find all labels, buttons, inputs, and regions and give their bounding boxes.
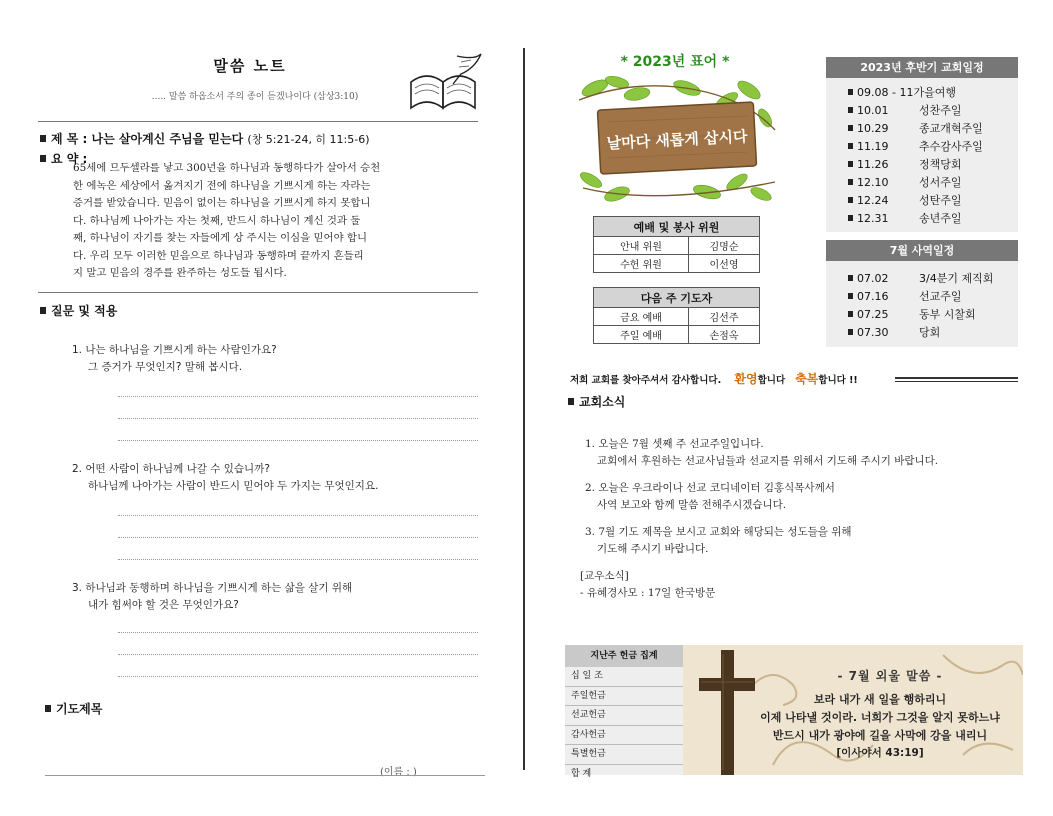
prayer-heading xyxy=(45,700,102,717)
summary-line: 다. 하나님께 나아가는 자는 첫째, 반드시 하나님이 계신 것과 둘 xyxy=(73,214,361,227)
schedule-item xyxy=(848,270,1018,288)
memory-verse-line: 이제 나타낼 것이라. 너희가 그것을 알지 못하느냐 xyxy=(760,711,1000,724)
sermon-note-verse: ..... 말씀 하옵소서 주의 종이 듣겠나이다 (삼상3:10) xyxy=(151,92,359,102)
answer-line[interactable] xyxy=(118,632,478,633)
summary-label: 요 약 : xyxy=(51,152,88,166)
schedule-event: 종교개혁주일 xyxy=(919,122,983,135)
subject-text: 나는 살아계신 주님을 믿는다 xyxy=(91,132,244,146)
member-news-title: [교우소식] xyxy=(580,570,629,582)
question-1-line-2: 그 증거가 무엇인지? 말해 봅시다. xyxy=(88,361,243,373)
table-cell: 안내 위원 xyxy=(594,237,689,255)
answer-line[interactable] xyxy=(118,559,478,560)
bullet-square-icon xyxy=(568,398,574,405)
schedule-event: 성찬주일 xyxy=(919,104,962,117)
welcome-pre: 저희 교회를 찾아주셔서 감사합니다. xyxy=(570,375,722,386)
sermon-summary xyxy=(73,160,468,283)
schedule-date: 10.29 xyxy=(857,122,889,135)
schedule-date: 07.30 xyxy=(857,326,889,339)
answer-line[interactable] xyxy=(118,537,478,538)
table-cell: 손점옥 xyxy=(689,326,760,344)
bullet-square-icon xyxy=(848,215,853,221)
bullet-square-icon xyxy=(45,705,51,712)
schedule-event: 성서주일 xyxy=(919,176,962,189)
header-rule xyxy=(38,121,478,122)
answer-line[interactable] xyxy=(118,515,478,516)
bullet-square-icon xyxy=(848,311,853,317)
answer-line[interactable] xyxy=(118,676,478,677)
summary-line: 째, 하나님이 자기를 찾는 자들에게 상 주시는 이심을 믿어야 합니 xyxy=(73,232,367,244)
offering-row: 합 계 xyxy=(571,768,592,779)
summary-line: 다. 우리 모두 이러한 믿음으로 하나님과 동행하며 끝까지 흔들리 xyxy=(73,249,364,262)
schedule-date: 12.24 xyxy=(857,194,889,207)
subject-label: 제 목 : xyxy=(51,132,88,146)
schedule-event: 당회 xyxy=(919,326,941,339)
schedule-date: 07.16 xyxy=(857,290,889,303)
name-field[interactable]: (이름 : ) xyxy=(380,767,417,778)
schedule-date: 12.31 xyxy=(857,212,889,225)
schedule-date: 11.26 xyxy=(857,158,889,171)
table-row xyxy=(594,237,760,255)
prayer-label: 기도제목 xyxy=(56,702,103,716)
question-1-line-1: 1. 나는 하나님을 기쁘시게 하는 사람인가요? xyxy=(72,344,277,356)
footer-rule xyxy=(45,775,485,776)
bullet-square-icon xyxy=(848,293,853,299)
table-cell: 금요 예배 xyxy=(594,308,689,326)
schedule-date: 12.10 xyxy=(857,176,889,189)
bullet-square-icon xyxy=(40,135,46,142)
news-item-line: 교회에서 후원하는 선교사님들과 선교지를 위해서 기도해 주시기 바랍니다. xyxy=(597,455,939,467)
welcome-post: 합니다 !! xyxy=(818,375,858,386)
schedule-event: 동부 시찰회 xyxy=(919,308,976,321)
question-3-line-1: 3. 하나님과 동행하며 하나님을 기쁘시게 하는 삶을 살기 위해 xyxy=(72,582,353,594)
schedule-item xyxy=(848,288,1018,306)
bullet-square-icon xyxy=(848,125,853,131)
bullet-square-icon xyxy=(848,275,853,281)
table-row xyxy=(594,326,760,344)
schedule-item xyxy=(848,306,1018,324)
bullet-square-icon xyxy=(40,307,46,314)
answer-line[interactable] xyxy=(118,654,478,655)
church-schedule-panel xyxy=(826,57,1018,232)
news-item-line: 3. 7월 기도 제목을 보시고 교회와 해당되는 성도들을 위해 xyxy=(585,526,852,538)
schedule-date: 09.08 - 11 xyxy=(857,86,914,99)
question-2 xyxy=(72,461,378,495)
news-item-3 xyxy=(585,524,1015,558)
sermon-note-title: 말씀 노트 xyxy=(213,57,287,75)
bullet-square-icon xyxy=(848,197,853,203)
welcome-message xyxy=(570,370,858,387)
news-item-line: 사역 보고와 함께 말씀 전해주시겠습니다. xyxy=(597,499,787,511)
welcome-rule xyxy=(895,377,1018,379)
offering-tally xyxy=(565,645,683,779)
news-item-2 xyxy=(585,480,1015,514)
table-cell: 수헌 위원 xyxy=(594,255,689,273)
schedule-event: 정책당회 xyxy=(919,158,962,171)
question-3-line-2: 내가 힘써야 할 것은 무엇인가요? xyxy=(88,599,239,611)
open-bible-quill-icon xyxy=(405,52,485,114)
schedule-event: 송년주일 xyxy=(919,212,962,225)
news-heading xyxy=(568,393,625,410)
offering-row: 십 일 조 xyxy=(565,667,683,687)
welcome-mid: 합니다 xyxy=(757,375,786,386)
schedule-date: 07.02 xyxy=(857,272,889,285)
schedule-item xyxy=(848,210,1018,228)
news-item-line: 2. 오늘은 우크라이나 선교 코디네이터 김홍식목사께서 xyxy=(585,482,835,494)
bullet-square-icon xyxy=(848,179,853,185)
summary-line: 한 에녹은 세상에서 옮겨지기 전에 하나님을 기쁘시게 하는 자라는 xyxy=(73,179,371,192)
schedule-event: 3/4분기 제직회 xyxy=(919,272,994,285)
bullet-square-icon xyxy=(848,329,853,335)
welcome-rule xyxy=(895,381,1018,382)
sermon-subject xyxy=(40,130,370,147)
memory-verse-line: 반드시 내가 광야에 길을 사막에 강을 내리니 xyxy=(772,729,988,742)
question-3 xyxy=(72,580,352,614)
news-item-1 xyxy=(585,436,1015,470)
next-prayers-table xyxy=(593,287,760,344)
next-prayers-title: 다음 주 기도자 xyxy=(594,288,760,308)
table-row xyxy=(594,255,760,273)
offering-title: 지난주 헌금 집계 xyxy=(565,645,683,667)
schedule-event: 선교주일 xyxy=(919,290,962,303)
offering-row: 특별헌금 xyxy=(565,745,683,765)
member-news xyxy=(580,568,1010,602)
july-schedule-title: 7월 사역일정 xyxy=(826,240,1018,261)
offering-row: 주일헌금 xyxy=(565,687,683,707)
schedule-item xyxy=(848,156,1018,174)
july-schedule-panel xyxy=(826,240,1018,347)
answer-line[interactable] xyxy=(118,418,478,419)
memory-verse-title: - 7월 외울 말씀 - xyxy=(837,669,943,683)
summary-line: 65세에 므두셀라를 낳고 300년을 하나님과 동행하다가 살아서 승천 xyxy=(73,162,381,174)
news-title: 교회소식 xyxy=(579,395,626,409)
schedule-item xyxy=(848,120,1018,138)
schedule-item xyxy=(848,102,1018,120)
schedule-event: 성탄주일 xyxy=(919,194,962,207)
bullet-square-icon xyxy=(40,155,46,162)
summary-line: 지 말고 믿음의 경주를 완주하는 성도들 됩시다. xyxy=(73,267,287,279)
bullet-square-icon xyxy=(848,161,853,167)
schedule-item xyxy=(848,84,1018,102)
questions-label: 질문 및 적용 xyxy=(51,304,118,318)
schedule-date: 10.01 xyxy=(857,104,889,117)
bullet-square-icon xyxy=(848,89,853,95)
memory-verse-reference: [이사야서 43:19] xyxy=(836,747,924,759)
schedule-item xyxy=(848,138,1018,156)
question-2-line-1: 2. 어떤 사람이 하나님께 나갈 수 있습니까? xyxy=(72,463,270,475)
volunteers-title: 예배 및 봉사 위원 xyxy=(594,217,760,237)
subject-reference: (창 5:21-24, 히 11:5-6) xyxy=(247,133,370,146)
motto-year: * 2023년 표어 * xyxy=(620,54,730,70)
table-cell: 이선영 xyxy=(689,255,760,273)
volunteers-table xyxy=(593,216,760,273)
schedule-item xyxy=(848,192,1018,210)
memory-verse-line: 보라 내가 새 일을 행하리니 xyxy=(813,693,947,706)
bullet-square-icon xyxy=(848,107,853,113)
motto-text: 날마다 새롭게 삽시다 xyxy=(606,127,748,153)
news-item-line: 기도해 주시기 바랍니다. xyxy=(597,543,709,555)
question-2-line-2: 하나님께 나아가는 사람이 반드시 믿어야 두 가지는 무엇인지요. xyxy=(88,480,379,492)
table-cell: 김선주 xyxy=(689,308,760,326)
schedule-item xyxy=(848,324,1018,342)
table-cell: 주일 예배 xyxy=(594,326,689,344)
bullet-square-icon xyxy=(848,143,853,149)
page-divider xyxy=(523,48,525,770)
question-1 xyxy=(72,342,277,376)
offering-row: 선교헌금 xyxy=(565,706,683,726)
motto-sign-leaves-image xyxy=(577,70,777,210)
answer-line[interactable] xyxy=(118,440,478,441)
table-cell: 김명순 xyxy=(689,237,760,255)
schedule-date: 11.19 xyxy=(857,140,889,153)
welcome-highlight-1: 환영 xyxy=(734,372,758,386)
schedule-event: 추수감사주일 xyxy=(919,140,983,153)
questions-heading xyxy=(40,302,117,319)
church-schedule-title: 2023년 후반기 교회일정 xyxy=(826,57,1018,78)
schedule-date: 07.25 xyxy=(857,308,889,321)
summary-line: 증거를 받았습니다. 믿음이 없이는 하나님을 기쁘시게 하지 못합니 xyxy=(73,197,371,209)
schedule-item xyxy=(848,174,1018,192)
schedule-event: 가을여행 xyxy=(913,86,956,99)
answer-line[interactable] xyxy=(118,396,478,397)
news-item-line: 1. 오늘은 7월 셋째 주 선교주일입니다. xyxy=(585,438,764,450)
table-row xyxy=(594,308,760,326)
member-news-item: - 유혜경사모 : 17일 한국방문 xyxy=(580,587,716,599)
welcome-highlight-2: 축복 xyxy=(795,372,819,386)
summary-rule xyxy=(38,292,478,293)
offering-row: 감사헌금 xyxy=(565,726,683,746)
